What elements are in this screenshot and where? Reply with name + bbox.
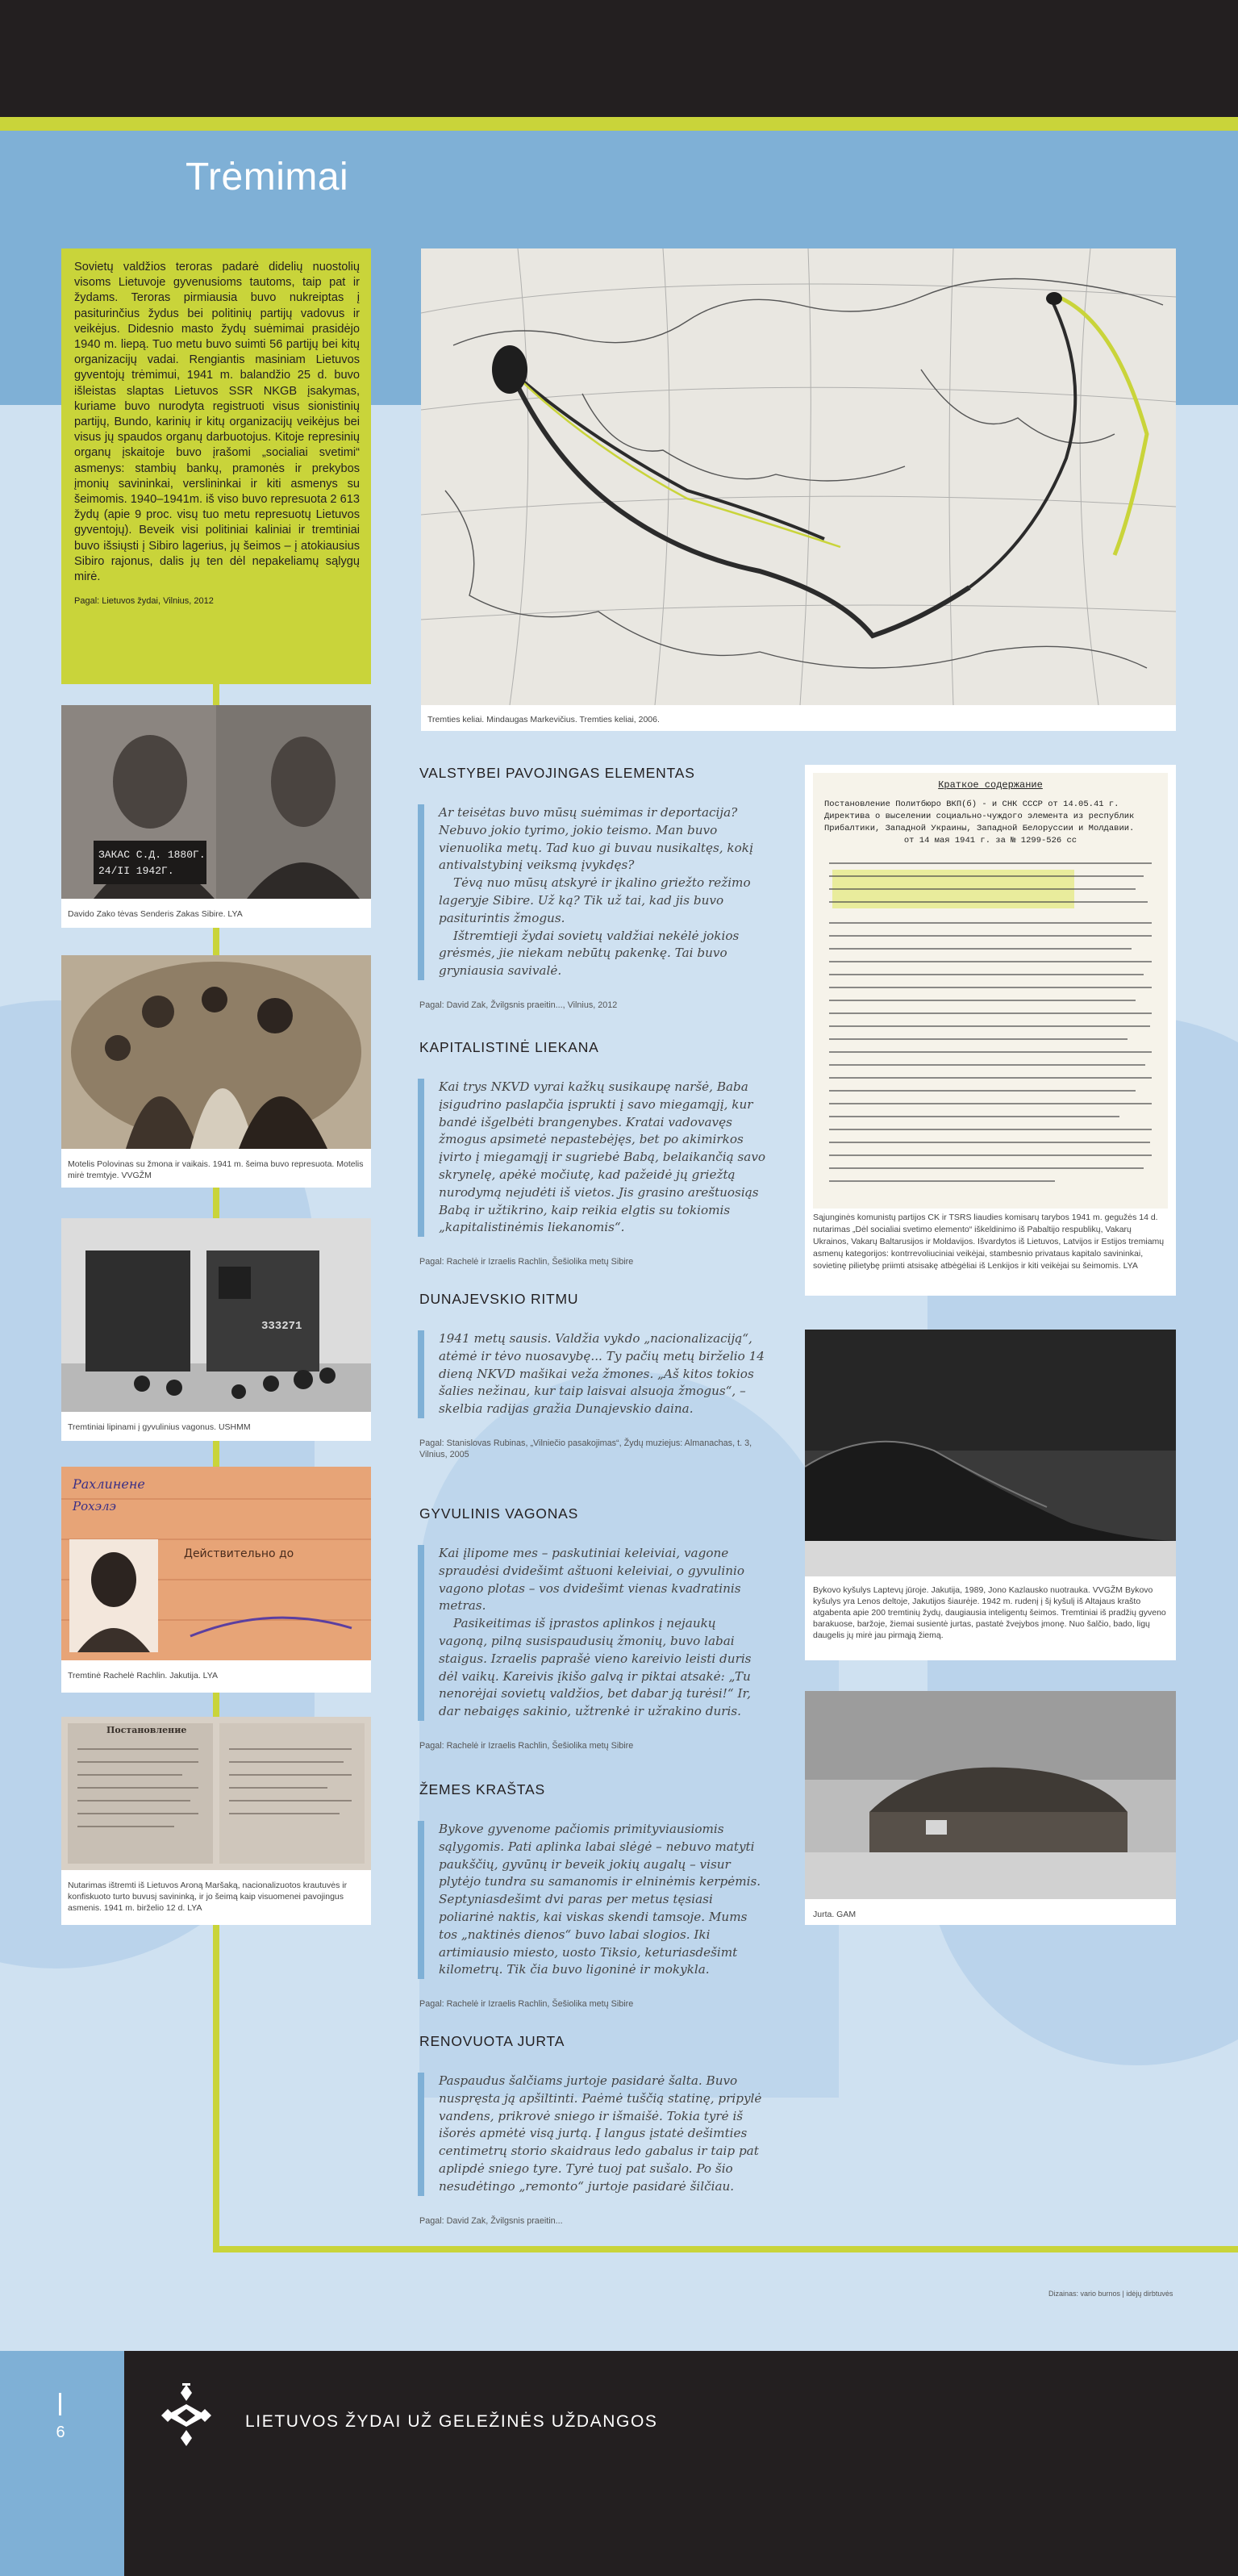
section-source: Pagal: Rachelė ir Izraelis Rachlin, Šešiolika metų Sibire [419, 1999, 634, 2010]
footer-page-tab [0, 2351, 124, 2576]
section-quote [418, 1821, 766, 1979]
section-heading: KAPITALISTINĖ LIEKANA [419, 1039, 599, 1055]
quote-paragraph: Tėvą nuo mūsų atskyrė ir įkalino griežto režimo lageryje Sibire. Už ką? Tik už tai, kad jis buvo pasiturintis žmogus. [439, 875, 751, 925]
photo-caption: Tremtinė Rachelė Rachlin. Jakutija. LYA [68, 1671, 218, 1680]
section-dangerous-element [419, 765, 766, 1011]
timeline-horizontal-line [213, 2246, 1238, 2252]
section-quote [418, 804, 766, 980]
decree-title: Постановление [106, 1725, 187, 1735]
photo-caption: Motelis Polovinas su žmona ir vaikais. 1941 m. šeima buvo represuota. Motelis mirė tremtyje. VVGŽM [68, 1159, 364, 1180]
photo-card-rachel [61, 1467, 371, 1693]
page-marker [59, 2393, 61, 2415]
doc-heading: Краткое содержание [938, 779, 1043, 791]
photo-card-yurt [805, 1691, 1176, 1925]
doc-text-lines [813, 855, 1168, 1202]
decree-photo [61, 1717, 371, 1870]
quote-paragraph: Ar teisėtas buvo mūsų suėmimas ir deportacija? Nebuvo jokio tyrimo, jokio teismo. Man buvo vienuolika metų. Tad kuo gi buvau nusikaltęs, kokį antivalstybinį veiksmą įvykdęs? [439, 805, 753, 873]
id-card-photo [61, 1467, 371, 1660]
yurt-caption: Jurta. GAM [813, 1910, 857, 1919]
quote-paragraph: 1941 metų sausis. Valdžia vykdo „nacionalizaciją“, atėmė ir tėvo nuosavybę... Ty pačių metų birželio 14 dieną NKVD mašikai veža žmones. „Aš kitos tokios šalies nežinau, kur taip laisvai alsuoja žmogus“, – skelbia radijas gražia Dunajevskio daina. [439, 1331, 765, 1417]
wagon-number: 333271 [261, 1320, 302, 1333]
document-card [805, 765, 1176, 1296]
map-card [421, 248, 1176, 731]
section-source: Pagal: David Zak, Žvilgsnis praeitin... [419, 2215, 563, 2226]
section-source: Pagal: Stanislovas Rubinas, „Vilniečio pasakojimas“, Žydų muziejus: Almanachas, t. 3, Vilnius, 2005 [419, 1438, 752, 1459]
deportation-map [421, 248, 1176, 705]
section-renovated-yurt [419, 2033, 766, 2227]
quote-paragraph: Bykove gyvenome pačiomis primityviausiomis sąlygomis. Pati aplinka labai slėgė – nebuvo matyti paukščių, gyvūnų ir beveik jokių augalų – visur plytėjo tundra su samanomis ir elninėmis kerpėmis. Septyniasdešimt dvi paras per metus tęsiasi poliarinė naktis, kai viskas skendi tamsoje. Mums tos „naktinės dienos“ buvo labai slogios. Iki artimiausio miesto, uosto Tiksio, keturiasdešimt kilometrų. Tik čia buvo ligoninė ir mokykla. [439, 1822, 761, 1977]
quote-paragraph: Paspaudus šalčiams jurtoje pasidarė šalta. Buvo nuspręsta ją apšiltinti. Paėmė tuščią statinę, pripylė vandens, prikrovė sniego ir išmaišė. Tokia tyrė iš išorės apmėtė visą jurtą. Į langus įstatė dešimties centimetrų storio skaidraus ledo gabalus ir taip pat aplipdė sniego tyre. Tyrė tuoj pat sušalo. Po šio nesudėtingo „remonto“ jurtoje pasidarė šilčiau. [439, 2073, 762, 2194]
section-edge-of-earth [419, 1781, 766, 2010]
map-caption: Tremties keliai. Mindaugas Markevičius. Tremties keliai, 2006. [427, 715, 660, 724]
intro-text: Sovietų valdžios teroras padarė didelių nuostolių visoms Lietuvoje gyvenusioms tautoms, taip pat ir žydams. Teroras pirmiausia buvo nukreiptas į pasiturinčius žydus bei politinių partijų vadovus ir veikėjus. Didesnio masto žydų suėmimai prasidėjo 1940 m. liepą. Tuo metu buvo suimti 56 partijų bei kitų organizacijų vadai. Rengiantis masiniam Lietuvos gyventojų trėmimui, 1941 m. balandžio 25 d. buvo išleistas slaptas Lietuvos SSR NKGB įsakymas, kuriame buvo nurodyta registruoti visus sionistinių partijų, Bundo, karinių ir kitų organizacijų veikėjus bei visus jų spaudos organų darbuotojus. Kitoje represinių organų įskaitoje buvo įrašomi „socialiai svetimi“ asmenys: stambių bankų, pramonės ir prekybos įmonių savininkai, verslininkai ir kiti asmenys su šeimomis. 1940–1941m. iš viso buvo represuota 2 613 žydų (apie 9 proc. visų tuo metu represuotų Lietuvos gyventojų). Beveik visi politiniai kaliniai ir tremtiniai buvo išsiųsti į Sibiro lagerius, jų šeimos – į atokiausius Sibiro rajonus, dalis jų ten dėl nepakeliamų sąlygų mirė. [74, 261, 360, 584]
section-cattle-wagon [419, 1505, 766, 1751]
photo-card-wagon [61, 1218, 371, 1441]
card-valid: Действительно до [184, 1547, 294, 1560]
section-quote [418, 2073, 766, 2196]
section-heading: VALSTYBEI PAVOJINGAS ELEMENTAS [419, 765, 695, 781]
quote-paragraph: Ištremtieji žydai sovietų valdžiai nekėlė jokios grėsmės, jie niekam nebūtų pakenkę. Tai buvo gryniausia savivalė. [439, 928, 740, 979]
section-heading: GYVULINIS VAGONAS [419, 1505, 579, 1522]
quote-paragraph: Kai įlipome mes – paskutiniai keleiviai, vagone spraudėsi dvidešimt aštuoni keleiviai, o gyvulinio vagono plotas – vos dvidešimt vienas kvadratinis metras. [439, 1546, 745, 1614]
section-quote [418, 1330, 766, 1418]
doc-line: Постановление Политбюро ВКП(б) - и СНК СССР от 14.05.41 г. [824, 800, 1119, 809]
top-lime-stripe [0, 117, 1238, 131]
photo-card-family [61, 955, 371, 1188]
photo-card-father [61, 705, 371, 928]
shore-caption: Bykovo kyšulys Laptevų jūroje. Jakutija, 1989, Jono Kazlausko nuotrauka. VVGŽM Bykovo kyšulys yra Lenos deltoje, Jakutijos šiaurėje. 1942 m. rudenį į šį kyšulį iš Altajaus krašto atgabenta apie 200 tremtinių žydų, daugiausia inteligentų šeimos. Tremtiniai iš pradžių gyveno barakuose, baržoje, žiemai susientė jurtas, pastatė žvejybos įmonę. Nuo šalčio, bado, ligų daugelis jų mirė jau pirmąją žiemą. [813, 1585, 1166, 1640]
document-caption: Sąjunginės komunistų partijos CK ir TSRS liaudies komisarų tarybos 1941 m. gegužės 14 d. nutarimas „Dėl socialiai svetimo elemento“ iškeldinimo iš Pabaltijo respublikų, Vakarų Ukrainos, Vakarų Baltarusijos ir Moldavijos. Išvardytos iš Lietuvos, Latvijos ir Estijos tremiamų asmenų kategorijos: kontrrevoliuciniai veikėjai, stambesnio privataus kapitalo savininkai, sovietinę pilietybę priimti atsisakę atbėgėliai iš Lenkijos ir kiti veikėjai su šeimomis. LYA [813, 1213, 1165, 1271]
photo-caption: Tremtiniai lipinami į gyvulinius vagonus. USHMM [68, 1422, 251, 1432]
page-title: Trėmimai [185, 156, 349, 198]
series-title: LIETUVOS ŽYDAI UŽ GELEŽINĖS UŽDANGOS [245, 2412, 658, 2431]
yurt-photo [805, 1691, 1176, 1899]
shore-photo [805, 1330, 1176, 1576]
document-scan [813, 773, 1168, 1209]
design-credit: Dizainas: vario burnos | idėjų dirbtuvės [1048, 2290, 1173, 2298]
section-source: Pagal: Rachelė ir Izraelis Rachlin, Šešiolika metų Sibire [419, 1740, 634, 1751]
section-heading: RENOVUOTA JURTA [419, 2033, 565, 2049]
star-logo-icon [158, 2382, 215, 2446]
page-number: 6 [56, 2424, 65, 2441]
quote-paragraph: Pasikeitimas iš įprastos aplinkos į nejaukų vagoną, pilną susispaudusių žmonių, buvo labai staigus. Izraelis paprašė vieno kareivio leisti duris dėl vaikų. Kareivis įkišo galvą ir piktai atsakė: „Tu nenorėjai sovietų valdžios, bet dabar ją turėsi!“ Ir, dar nebaigęs sakinio, užtrenkė ir užrakino duris. [439, 1616, 752, 1719]
photo-card-shore [805, 1330, 1176, 1660]
intro-box [61, 248, 371, 684]
section-dunajevsky-rhythm [419, 1291, 766, 1460]
photo-caption: Davido Zako tėvas Senderis Zakas Sibire. LYA [68, 909, 243, 919]
doc-line: Директива о выселении социально-чуждого элемента из республик [824, 812, 1135, 821]
section-quote [418, 1545, 766, 1721]
section-source: Pagal: David Zak, Žvilgsnis praeitin..., Vilnius, 2012 [419, 1000, 618, 1010]
family-photo [61, 955, 371, 1149]
photo-card-decree [61, 1717, 371, 1925]
intro-source: Pagal: Lietuvos žydai, Vilnius, 2012 [74, 596, 214, 607]
wagon-photo [61, 1218, 371, 1412]
doc-line: Прибалтики, Западной Украины, Западной Белоруссии и Молдавии. [824, 824, 1135, 833]
photo-caption: Nutarimas ištremti iš Lietuvos Aroną Maršaką, nacionalizuotos krautuvės ir konfiskuoto turto buvusį savininką, ir jo šeimą kaip visuomenei pavojingus asmenis. 1941 m. birželio 12 d. LYA [68, 1881, 348, 1913]
card-given: Рохэлэ [73, 1499, 116, 1513]
doc-line: от 14 мая 1941 г. за № 1299-526 сс [903, 836, 1078, 845]
section-heading: DUNAJEVSKIO RITMU [419, 1291, 579, 1307]
card-name: Рахлинене [73, 1476, 145, 1492]
section-heading: ŽEMES KRAŠTAS [419, 1781, 545, 1797]
section-source: Pagal: Rachelė ir Izraelis Rachlin, Šešiolika metų Sibire [419, 1257, 634, 1267]
quote-paragraph: Kai trys NKVD vyrai kažkų susikaupę naršė, Baba įsigudrino paslapčia įsprukti į savo miegamąjį, kur bandė išgelbėti brangenybes. Kratai vadovavęs žmogus apsimetė nepastebėjęs, bet po akimirkos įvirto į miegamąjį ir sugriebė Babą, belaikančią savo skrynelę, apėkė močiutę, kad pažeidė jų griežtą nurodymą nejudėti iš vietos. Jis grasino areštuosiąs Babą ir užtikrino, kaip reikia elgtis su tokiomis „kapitalistinėmis liekanomis“. [439, 1079, 766, 1235]
section-capitalist-remnant [419, 1039, 766, 1267]
mugshot-plate: ЗАКАС С.Д. 1880Г. 24/II 1942Г. [98, 849, 206, 877]
section-quote [418, 1079, 766, 1237]
top-dark-band [0, 0, 1238, 117]
